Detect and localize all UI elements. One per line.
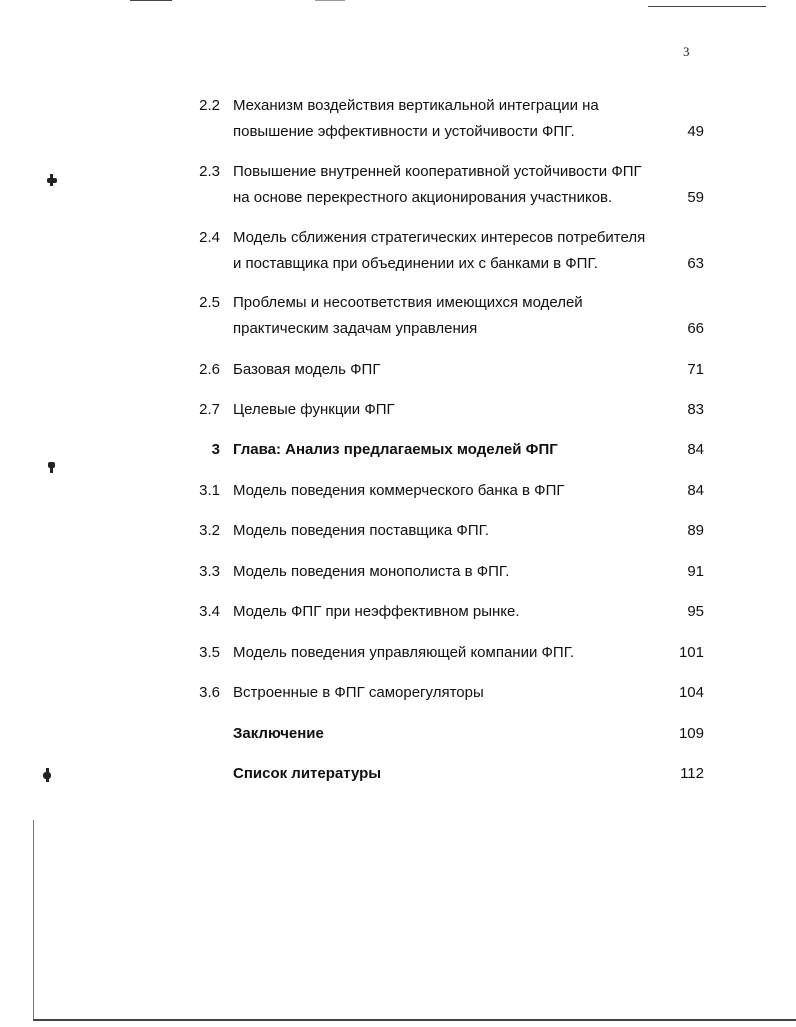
section-title-line: Проблемы и несоответствия имеющихся моделей — [233, 294, 583, 311]
section-title — [233, 599, 653, 625]
section-number: 2.7 — [199, 401, 220, 418]
page-reference: 84 — [687, 441, 704, 458]
section-title-line: Повышение внутренней кооперативной устойчивости ФПГ — [233, 163, 642, 180]
section-title — [233, 397, 653, 423]
page-reference: 91 — [687, 563, 704, 580]
page-reference: 84 — [687, 482, 704, 499]
section-title — [233, 559, 653, 585]
scan-artifact-top-mid — [315, 0, 345, 1]
section-title — [233, 478, 653, 504]
page-reference: 89 — [687, 522, 704, 539]
section-title — [233, 159, 653, 211]
section-title — [233, 518, 653, 544]
section-title-line: Модель поведения поставщика ФПГ. — [233, 522, 490, 539]
page-number: 3 — [683, 44, 690, 59]
page-reference: 104 — [678, 684, 704, 701]
section-title-line: Модель ФПГ при неэффективном рынке. — [233, 603, 520, 620]
section-number: 2.5 — [199, 294, 220, 311]
section-number: 2.4 — [199, 229, 220, 246]
scan-artifact-top-left — [130, 0, 172, 1]
chapter-number: 3 — [211, 441, 220, 458]
section-title — [233, 290, 653, 342]
section-title-line: Модель поведения монополиста в ФПГ. — [233, 563, 510, 580]
page-reference: 63 — [687, 255, 704, 272]
section-title-line: повышение эффективности и устойчивости ФПГ. — [233, 123, 575, 140]
page-reference: 59 — [687, 189, 704, 206]
section-number: 2.6 — [199, 361, 220, 378]
section-title-line: Целевые функции ФПГ — [233, 401, 395, 418]
page-reference: 71 — [687, 361, 704, 378]
section-title — [233, 640, 653, 666]
section-title-line: на основе перекрестного акционирования участников. — [233, 189, 613, 206]
section-number: 3.1 — [199, 482, 220, 499]
scan-speck — [50, 466, 53, 473]
scan-artifact-top-right — [648, 6, 766, 7]
page-reference: 49 — [687, 123, 704, 140]
scan-speck — [50, 174, 53, 186]
scan-artifact-bottom-border — [33, 1019, 796, 1021]
section-number: 3.3 — [199, 563, 220, 580]
page-reference: 101 — [678, 644, 704, 661]
section-number: 3.5 — [199, 644, 220, 661]
section-title — [233, 93, 653, 145]
section-title-line: Механизм воздействия вертикальной интеграции на — [233, 97, 599, 114]
page-reference: 66 — [687, 320, 704, 337]
section-title-line: Базовая модель ФПГ — [233, 361, 381, 378]
page-reference: 95 — [687, 603, 704, 620]
section-title-line: Модель сближения стратегических интересов потребителя — [233, 229, 646, 246]
section-number: 3.6 — [199, 684, 220, 701]
section-title-line: Встроенные в ФПГ саморегуляторы — [233, 684, 484, 701]
section-number: 2.3 — [199, 163, 220, 180]
conclusion-title — [233, 721, 653, 747]
section-title-line: и поставщика при объединении их с банками в ФПГ. — [233, 255, 598, 272]
section-title-line: практическим задачам управления — [233, 320, 478, 337]
bibliography-title-line: Список литературы — [233, 765, 382, 782]
section-title-line: Модель поведения управляющей компании ФПГ. — [233, 644, 575, 661]
bibliography-title — [233, 761, 653, 787]
section-number: 2.2 — [199, 97, 220, 114]
section-title — [233, 225, 653, 277]
page-reference: 109 — [678, 725, 704, 742]
scan-artifact-left-border — [33, 820, 34, 1020]
section-number: 3.4 — [199, 603, 220, 620]
page-reference: 83 — [687, 401, 704, 418]
page-reference: 112 — [680, 765, 704, 782]
chapter-title-line: Глава: Анализ предлагаемых моделей ФПГ — [233, 441, 558, 458]
section-title — [233, 680, 653, 706]
conclusion-title-line: Заключение — [233, 725, 324, 742]
section-title — [233, 357, 653, 383]
scan-speck — [46, 768, 49, 782]
chapter-title — [233, 437, 653, 463]
section-title-line: Модель поведения коммерческого банка в ФПГ — [233, 482, 565, 499]
section-number: 3.2 — [199, 522, 220, 539]
